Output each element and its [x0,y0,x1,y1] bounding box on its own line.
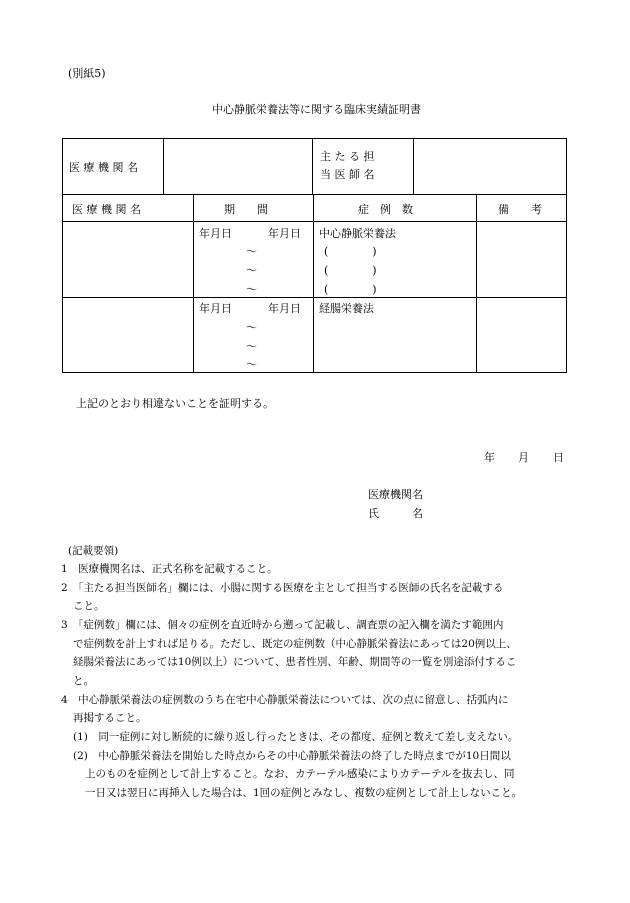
note-line: で症例数を計上すれば足りる。ただし、既定の症例数（中心静脈栄養法にあっては20例以上、 [73,638,517,650]
table-divider [313,194,314,373]
name-signature-label: 氏 名 [368,507,423,520]
date-month: 月 [518,451,529,464]
note-line: 1 医療機関名は、正式名称を記載すること。 [61,563,278,575]
row1-tilde: ～ [246,264,257,277]
row1-tilde: ～ [246,283,257,296]
table-border-left [62,138,63,373]
table-divider [312,138,313,195]
note-line: と。 [73,675,94,687]
row1-date-to: 年月日 [268,227,301,240]
doctor-label-line2: 当 医 師 名 [320,168,375,181]
table-border-right [566,138,567,373]
row1-tilde: ～ [246,245,257,258]
table-divider [476,194,477,373]
note-line: 一日又は翌日に再挿入した場合は、1回の症例とみなし、複数の症例として計上しないこと。 [85,787,523,799]
institution-signature-label: 医療機関名 [368,488,423,501]
row2-tilde: ～ [246,321,257,334]
row2-case-label: 経腸栄養法 [319,302,374,315]
table-divider [193,194,194,373]
header-cases: 症 例 数 [358,203,413,216]
row2-date-to: 年月日 [268,302,301,315]
note-line: 上のものを症例として計上すること。なお、カテーテル感染によりカテーテルを抜去し、同 [85,768,515,780]
note-line: 2 「主たる担当医師名」欄には、小腸に関する医療を主として担当する医師の氏名を記載する [61,582,504,594]
institution-name-label: 医 療 機 関 名 [69,161,138,174]
table-border-bottom [62,372,567,373]
row1-date-from: 年月日 [199,227,232,240]
note-line: 再掲すること。 [73,712,147,724]
row1-paren: ( ) [324,264,377,277]
attachment-label: (別紙5) [68,67,106,80]
note-line: こと。 [73,600,105,612]
note-line: 経腸栄養法にあっては10例以上）について、患者性別、年齢、期間等の一覧を別途添付するこ [73,656,517,668]
certification-statement: 上記のとおり相違ないことを証明する。 [76,397,274,410]
document-title: 中心静脈栄養法等に関する臨床実績証明書 [212,103,421,116]
table-divider [163,138,164,195]
note-line: 4 中心静脈栄養法の症例数のうち在宅中心静脈栄養法については、次の点に留意し、括弧内に [61,694,509,706]
row1-paren: ( ) [324,245,377,258]
table-divider [62,221,567,222]
date-year: 年 [484,451,495,464]
doctor-label-line1: 主 た る 担 [320,150,375,163]
header-institution: 医 療 機 関 名 [72,203,141,216]
table-divider [62,297,567,298]
header-period: 期 間 [224,203,268,216]
note-line: 3 「症例数」欄には、個々の症例を直近時から遡って記載し、調査票の記入欄を満たす範囲内 [61,619,504,631]
row2-tilde: ～ [246,340,257,353]
table-border-top [62,138,567,139]
row2-tilde: ～ [246,358,257,371]
row1-paren: ( ) [324,283,377,296]
table-divider [413,138,414,195]
note-line: (2) 中心静脈栄養法を開始した時点からその中心静脈栄養法の終了した時点までが10日間以 [73,750,511,762]
notes-heading: (記載要領) [68,545,119,557]
note-line: (1) 同一症例に対し断続的に繰り返し行ったときは、その都度、症例と数えて差し支えない。 [73,731,519,743]
table-divider [62,194,567,195]
row2-date-from: 年月日 [199,302,232,315]
header-remarks: 備 考 [498,203,542,216]
row1-case-label: 中心静脈栄養法 [319,227,396,240]
date-day: 日 [553,451,564,464]
